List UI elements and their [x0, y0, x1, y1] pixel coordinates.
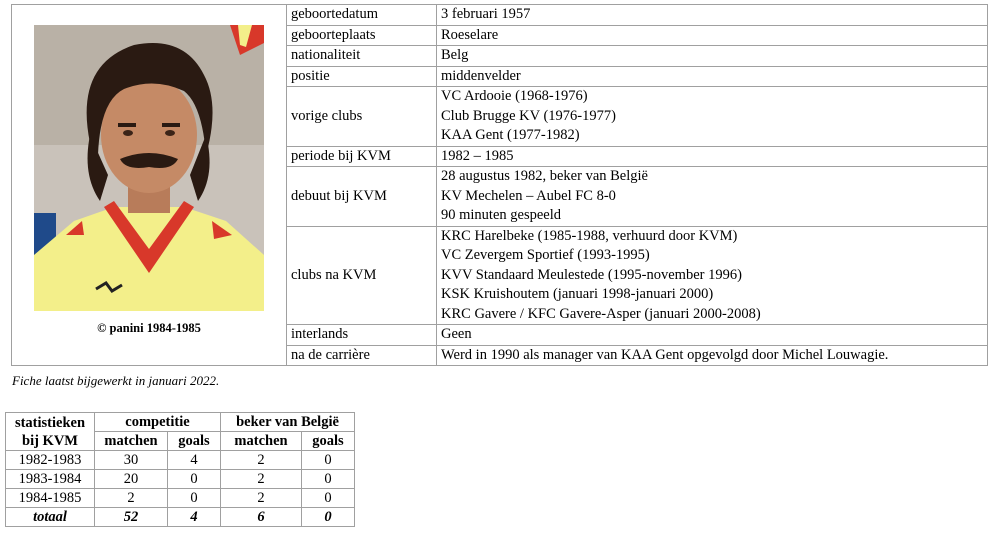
profile-value-line: 3 februari 1957 [441, 6, 531, 22]
stats-comp-matches: 20 [95, 470, 168, 489]
stats-total-cup-matches: 6 [221, 508, 302, 527]
player-portrait-icon [34, 25, 264, 311]
footnote: Fiche laatst bijgewerkt in januari 2022. [12, 373, 220, 388]
profile-value-line: Club Brugge KV (1976-1977) [441, 107, 616, 124]
profile-value [437, 66, 988, 87]
stats-table [5, 412, 355, 527]
stats-row [6, 451, 355, 470]
profile-value [437, 345, 988, 366]
profile-label: geboorteplaats [287, 25, 437, 46]
stats-comp-goals: 0 [168, 470, 221, 489]
stats-cup-goals: 0 [302, 489, 355, 508]
profile-value [437, 167, 988, 227]
profile-label: geboortedatum [287, 5, 437, 26]
profile-label: interlands [287, 325, 437, 346]
stats-comp-goals: 0 [168, 489, 221, 508]
stats-header-line: statistieken [14, 414, 86, 431]
profile-value [437, 25, 988, 46]
profile-value-line: middenvelder [441, 67, 521, 84]
profile-value-line: 90 minuten gespeeld [441, 207, 562, 223]
stats-comp-matches: 30 [95, 451, 168, 470]
profile-value-line: KVV Standaard Meulestede (1995-november 1996) [441, 266, 742, 283]
profile-value-line: Roeselare [441, 26, 499, 43]
stats-group-competition: competitie [95, 413, 221, 432]
photo-credit: © panini 1984-1985 [97, 321, 201, 335]
profile-label: periode bij KVM [287, 146, 437, 167]
profile-value-line: 28 augustus 1982, beker van België [441, 168, 648, 184]
profile-value-line: KSK Kruishoutem (januari 1998-januari 2000) [441, 286, 714, 302]
profile-value-line: Werd in 1990 als manager van KAA Gent opgevolgd door Michel Louwagie. [441, 346, 889, 363]
stats-col-matches: matchen [221, 432, 302, 451]
profile-value [437, 146, 988, 167]
stats-season: 1984-1985 [6, 489, 95, 508]
stats-row [6, 489, 355, 508]
profile-value [437, 226, 988, 325]
profile-value-line: Belg [441, 47, 469, 63]
stats-header-row [6, 413, 355, 432]
profile-label: positie [287, 66, 437, 87]
profile-value-line: VC Zevergem Sportief (1993-1995) [441, 247, 650, 263]
profile-label: vorige clubs [287, 87, 437, 147]
stats-season: 1982-1983 [6, 451, 95, 470]
stats-cup-matches: 2 [221, 470, 302, 489]
profile-value [437, 325, 988, 346]
profile-value-line: 1982 – 1985 [441, 147, 514, 164]
stats-header-label [6, 413, 95, 451]
stats-header-line: bij KVM [22, 432, 78, 449]
stats-comp-matches: 2 [95, 489, 168, 508]
stats-cup-goals: 0 [302, 451, 355, 470]
stats-col-goals: goals [302, 432, 355, 451]
profile-label: clubs na KVM [287, 226, 437, 325]
profile-value-line: KAA Gent (1977-1982) [441, 127, 580, 143]
profile-label: debuut bij KVM [287, 167, 437, 227]
stats-season: 1983-1984 [6, 470, 95, 489]
photo-cell [12, 5, 287, 366]
stats-total-comp-goals: 4 [168, 508, 221, 527]
profile-value [437, 87, 988, 147]
stats-col-goals: goals [168, 432, 221, 451]
stats-total-cup-goals: 0 [302, 508, 355, 527]
profile-value [437, 46, 988, 67]
stats-comp-goals: 4 [168, 451, 221, 470]
profile-value-line: KV Mechelen – Aubel FC 8-0 [441, 187, 616, 204]
stats-row [6, 470, 355, 489]
stats-cup-matches: 2 [221, 451, 302, 470]
profile-value-line: KRC Gavere / KFC Gavere-Asper (januari 2000-2008) [441, 305, 761, 322]
profile-row [12, 5, 988, 26]
profile-value-line: KRC Harelbeke (1985-1988, verhuurd door KVM) [441, 227, 738, 244]
player-photo [34, 25, 264, 311]
profile-label: na de carrière [287, 345, 437, 366]
profile-value-line: Geen [441, 326, 472, 342]
stats-total-row [6, 508, 355, 527]
profile-value [437, 5, 988, 26]
stats-total-label: totaal [6, 508, 95, 527]
stats-cup-matches: 2 [221, 489, 302, 508]
stats-total-comp-matches: 52 [95, 508, 168, 527]
profile-value-line: VC Ardooie (1968-1976) [441, 88, 588, 104]
stats-group-cup: beker van België [221, 413, 355, 432]
stats-cup-goals: 0 [302, 470, 355, 489]
profile-label: nationaliteit [287, 46, 437, 67]
player-profile-table [11, 4, 988, 366]
stats-col-matches: matchen [95, 432, 168, 451]
